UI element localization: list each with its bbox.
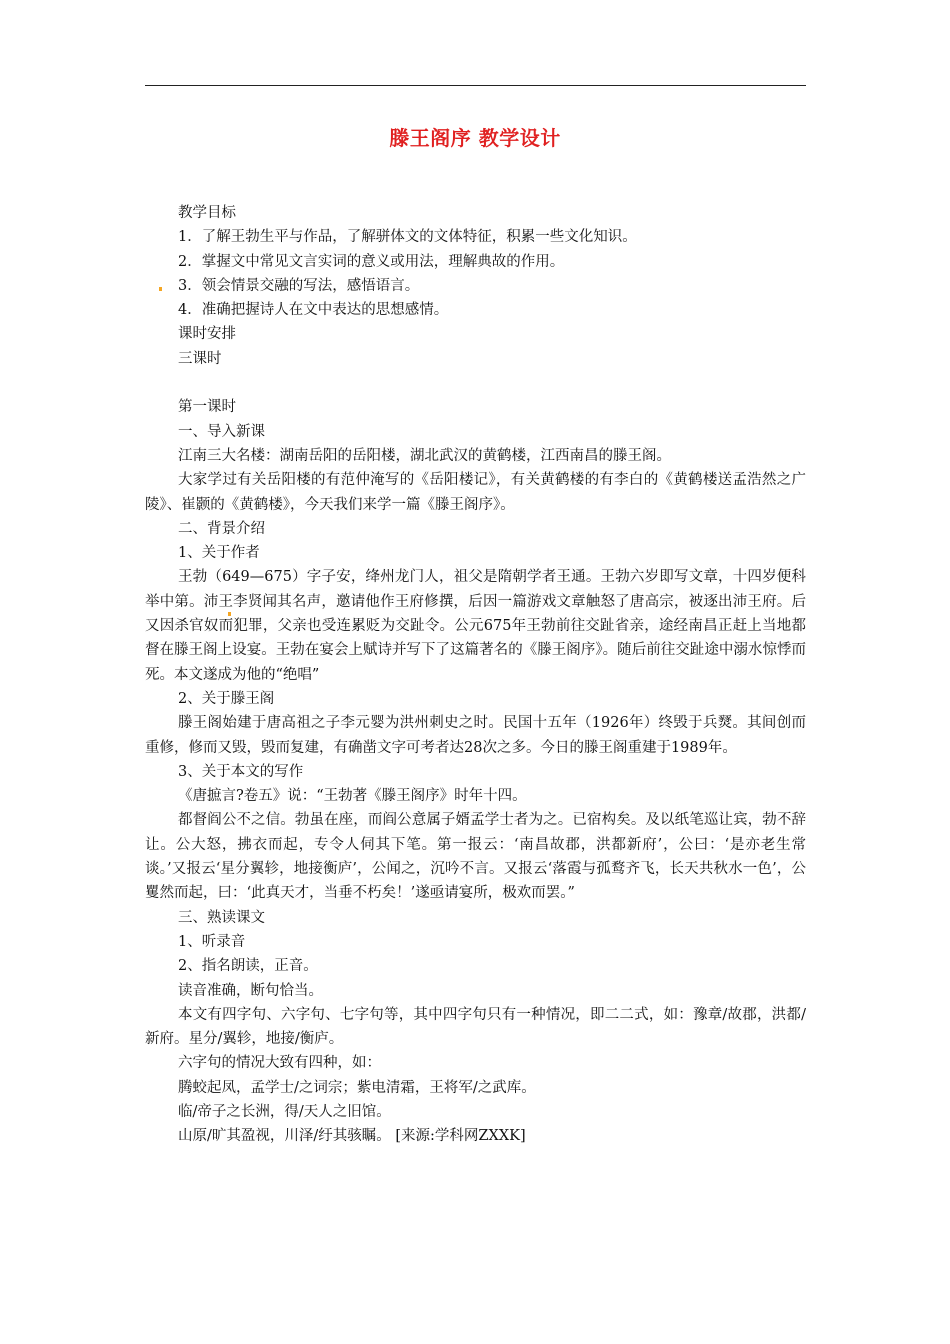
paragraph: 本文有四字句、六字句、七字句等，其中四字句只有一种情况，即二二式，如：豫章/故郡，洪都/新府。星分/翼轸，地接/衡庐。 (145, 1006, 806, 1048)
goal-item: 4．准确把握诗人在文中表达的思想感情。 (178, 302, 449, 319)
section-heading: 三、熟读课文 (178, 909, 265, 926)
goal-item: 2．掌握文中常见文言实词的意义或用法，理解典故的作用。 (178, 253, 565, 270)
subsection-heading: 3、关于本文的写作 (178, 763, 304, 780)
goal-item: 1．了解王勃生平与作品，了解骈体文的文体特征，积累一些文化知识。 (178, 229, 637, 246)
paragraph: 2、指名朗读，正音。 (178, 958, 318, 975)
goal-item: 3．领会情景交融的写法，感悟语言。 (178, 277, 420, 294)
section-heading: 第一课时 (178, 399, 236, 416)
paragraph: 1、听录音 (178, 933, 246, 950)
section-heading: 二、背景介绍 (178, 520, 265, 537)
paragraph: 江南三大名楼：湖南岳阳的岳阳楼，湖北武汉的黄鹤楼，江西南昌的滕王阁。 (178, 447, 671, 464)
paragraph: 读音准确，断句恰当。 (178, 982, 323, 999)
document-body (145, 201, 806, 1149)
subsection-heading: 2、关于滕王阁 (178, 690, 275, 707)
document-title: 滕王阁序 教学设计 (389, 126, 561, 150)
paragraph: 滕王阁始建于唐高祖之子李元婴为洪州刺史之时。民国十五年（1926年）终毁于兵燹。其间创而重修，修而又毁，毁而复建，有确凿文字可考者达28次之多。今日的滕王阁重建于1989年。 (145, 715, 806, 756)
paragraph: 《唐摭言?卷五》说：“王勃著《滕王阁序》时年十四。 (178, 788, 527, 805)
header-rule (145, 85, 806, 86)
para-heading-schedule: 课时安排 (178, 326, 236, 343)
paragraph: 三课时 (178, 350, 222, 367)
paragraph: 临/帝子之长洲，得/天人之旧馆。 (178, 1103, 391, 1120)
section-heading: 一、导入新课 (178, 423, 265, 440)
paragraph: 王勃（649—675）字子安，绛州龙门人，祖父是隋朝学者王通。王勃六岁即写文章，十四岁便科举中第。沛王李贤闻其名声，邀请他作王府修撰，后因一篇游戏文章触怒了唐高宗，被逐出沛王府。后又因杀官奴而犯罪，父亲也受连累贬为交趾令。公元675年王勃前往交趾省亲，途经南昌正赶上当地都督在滕王阁上设宴。王勃在宴会上赋诗并写下了这篇著名的《滕王阁序》。随后前往交趾途中溺水惊悸而死。本文遂成为他的“绝唱” (145, 569, 806, 683)
scan-mark (159, 287, 162, 291)
subsection-heading: 1、关于作者 (178, 545, 260, 562)
para-heading-goals: 教学目标 (178, 205, 236, 221)
paragraph: 六字句的情况大致有四种，如： (178, 1055, 381, 1072)
paragraph: 大家学过有关岳阳楼的有范仲淹写的《岳阳楼记》，有关黄鹤楼的有李白的《黄鹤楼送孟浩然之广陵》、崔颢的《黄鹤楼》，今天我们来学一篇《滕王阁序》。 (145, 472, 806, 513)
paragraph: 腾蛟起凤，孟学士/之词宗；紫电清霜，王将军/之武库。 (178, 1079, 536, 1096)
paragraph: 山原/旷其盈视，川泽/纡其骇瞩。 [来源:学科网ZXXK] (178, 1128, 526, 1145)
scan-mark (228, 612, 231, 616)
paragraph: 都督阎公不之信。勃虽在座，而阎公意属子婿孟学士者为之。已宿构矣。及以纸笔巡让宾，勃不辞让。公大怒，拂衣而起，专令人伺其下笔。第一报云：‘南昌故郡，洪都新府’，公曰：‘是亦老生常谈。’又报云‘星分翼轸，地接衡庐’，公闻之，沉吟不言。又报云‘落霞与孤鹜齐飞，长天共秋水一色’，公矍然而起，曰：‘此真天才，当垂不朽矣！’遂亟请宴所，极欢而罢。” (145, 812, 806, 902)
blank-line (145, 371, 806, 395)
